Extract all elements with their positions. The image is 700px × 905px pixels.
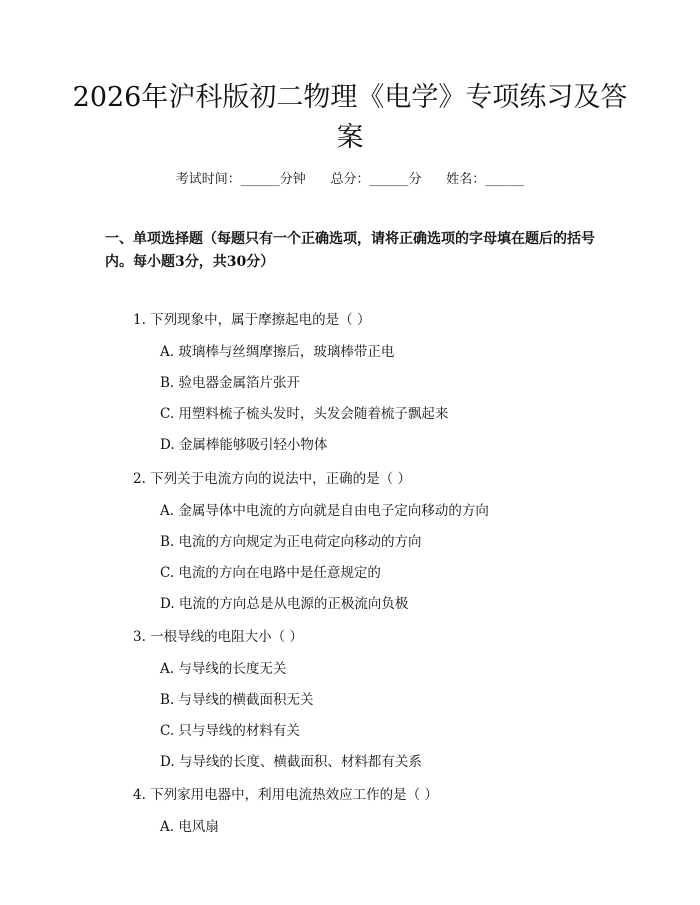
question-stem: 4. 下列家用电器中，利用电流热效应工作的是（ ） — [133, 787, 438, 803]
question-option: A. 玻璃棒与丝绸摩擦后，玻璃棒带正电 — [160, 344, 395, 360]
question-option: A. 电风扇 — [160, 819, 219, 835]
question-option: A. 与导线的长度无关 — [160, 661, 287, 677]
question-option: C. 用塑料梳子梳头发时，头发会随着梳子飘起来 — [160, 406, 449, 422]
question-option: D. 与导线的长度、横截面积、材料都有关系 — [160, 754, 422, 770]
section-heading: 一、单项选择题（每题只有一个正确选项，请将正确选项的字母填在题后的括号内。每小题3分，共30分） — [105, 231, 595, 270]
question-option: C. 只与导线的材料有关 — [160, 723, 300, 739]
exam-info-line: 考试时间：______分钟 总分：______分 姓名：______ — [175, 172, 525, 187]
question-option: C. 电流的方向在电路中是任意规定的 — [160, 565, 381, 581]
question-stem: 1. 下列现象中，属于摩擦起电的是（ ） — [133, 312, 371, 328]
document-title: 2026年沪科版初二物理《电学》专项练习及答案 — [72, 82, 628, 153]
question-option: D. 电流的方向总是从电源的正极流向负极 — [160, 596, 409, 612]
question-option: B. 电流的方向规定为正电荷定向移动的方向 — [160, 534, 422, 550]
question-option: B. 验电器金属箔片张开 — [160, 375, 301, 391]
question-stem: 3. 一根导线的电阻大小（ ） — [133, 629, 303, 645]
question-option: D. 金属棒能够吸引轻小物体 — [160, 437, 328, 453]
question-option: A. 金属导体中电流的方向就是自由电子定向移动的方向 — [160, 503, 489, 519]
question-stem: 2. 下列关于电流方向的说法中，正确的是（ ） — [133, 471, 411, 487]
question-option: B. 与导线的横截面积无关 — [160, 692, 314, 708]
